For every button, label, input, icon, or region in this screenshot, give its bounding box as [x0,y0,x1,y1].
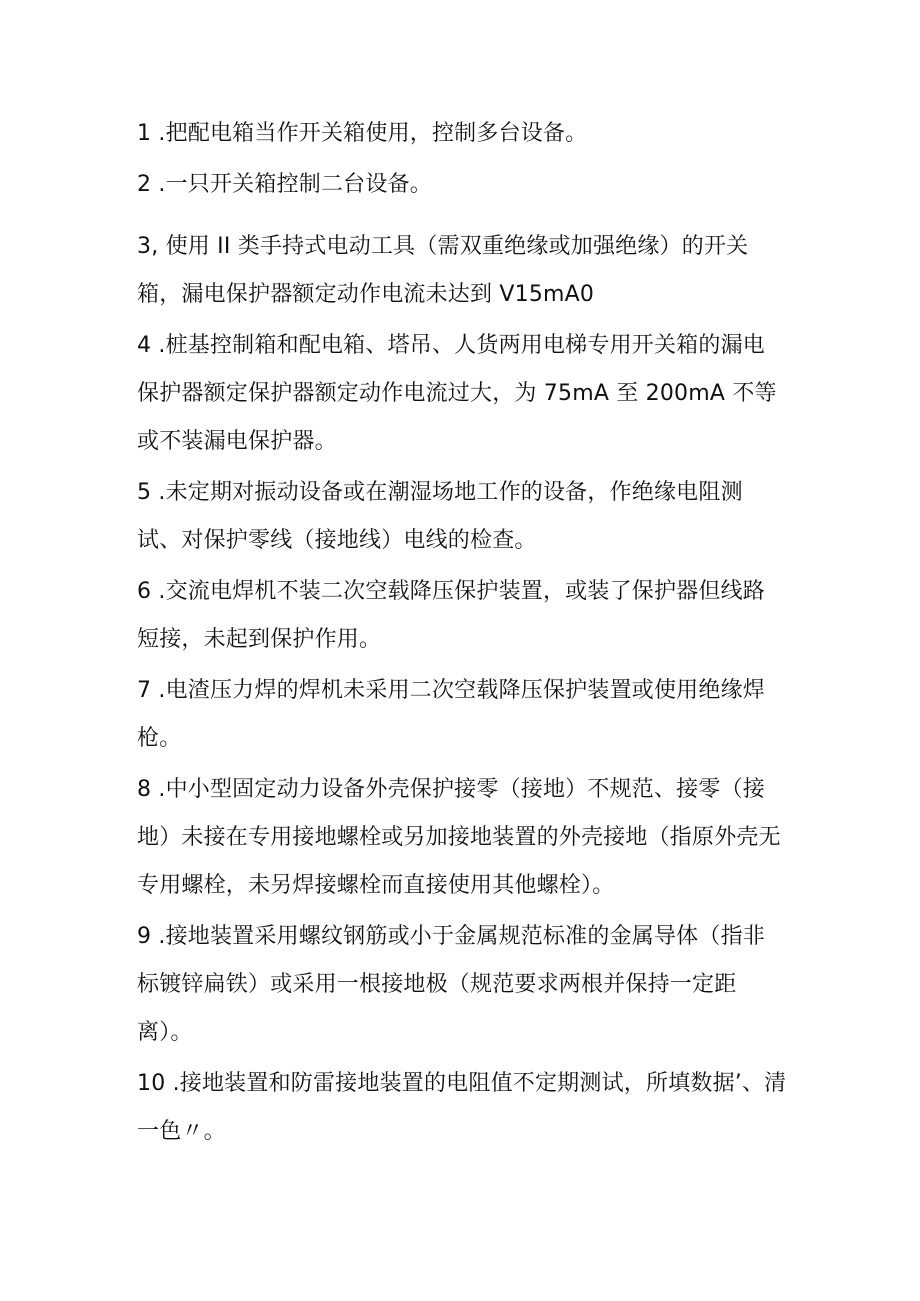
list-item: 2 .一只开关箱控制二台设备。 [137,172,432,197]
document-body [137,110,787,1156]
list-item: 1 .把配电箱当作开关箱使用，控制多台设备。 [137,121,588,146]
list-item: 9 .接地装置采用螺纹钢筋或小于金属规范标准的金属导体（指非标镀锌扁铁）或采用一根接地极（规范要求两根并保持一定距离）。 [137,924,765,1045]
list-item: 10 .接地装置和防雷接地装置的电阻值不定期测试，所填数据’、清一色〃。 [137,1071,787,1144]
list-item: 5 .未定期对振动设备或在潮湿场地工作的设备，作绝缘电阻测试、对保护零线（接地线）电线的检查。 [137,480,743,553]
list-item: 8 .中小型固定动力设备外壳保护接零（接地）不规范、接零（接地）未接在专用接地螺栓或另加接地装置的外壳接地（指原外壳无专用螺栓，未另焊接螺栓而直接使用其他螺栓）。 [137,777,781,898]
list-item: 4 .桩基控制箱和配电箱、塔吊、人货两用电梯专用开关箱的漏电保护器额定保护器额定动作电流过大，为 75mA 至 200mA 不等或不装漏电保护器。 [137,333,777,454]
list-item: 3, 使用 II 类手持式电动工具（需双重绝缘或加强绝缘）的开关箱，漏电保护器额定动作电流未达到 V15mA0 [137,234,749,307]
list-item: 7 .电渣压力焊的焊机未采用二次空载降压保护装置或使用绝缘焊枪。 [137,678,765,751]
list-item: 6 .交流电焊机不装二次空载降压保护装置，或装了保护器但线路短接，未起到保护作用。 [137,579,765,652]
